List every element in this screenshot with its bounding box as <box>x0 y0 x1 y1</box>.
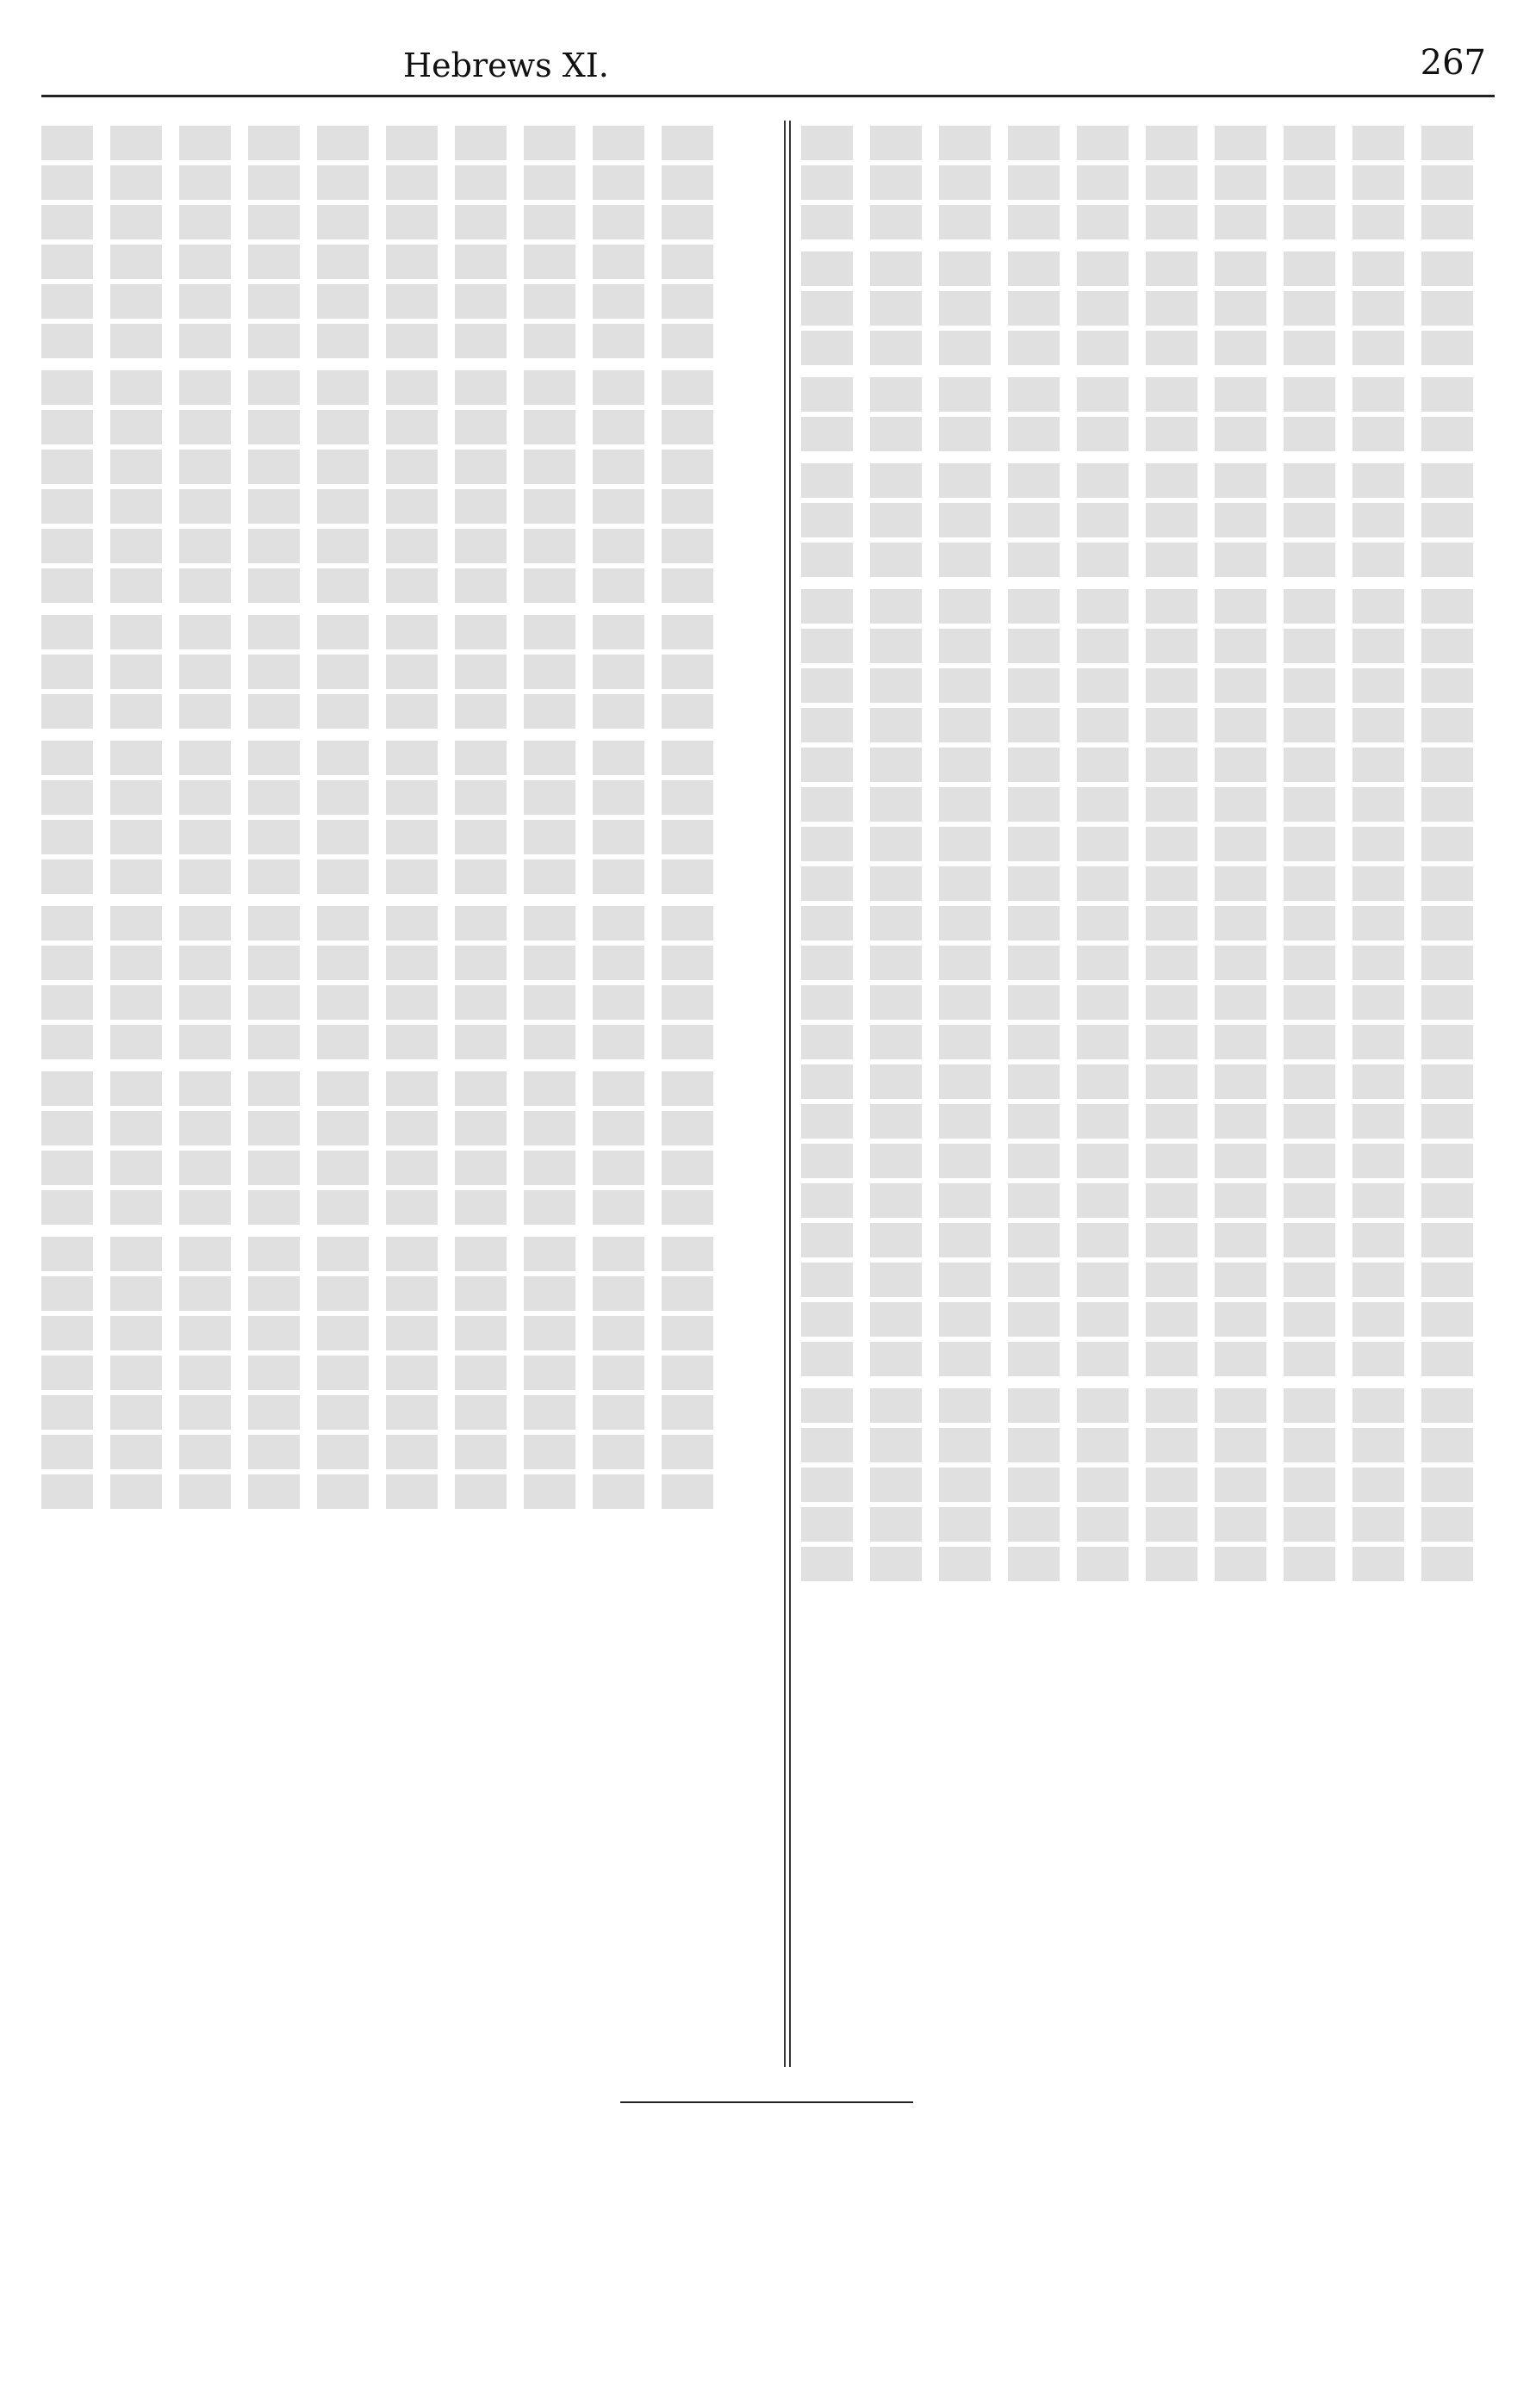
text-line-placeholder <box>801 503 1482 537</box>
text-line-placeholder <box>801 1223 1482 1257</box>
verse-block <box>801 589 1482 1376</box>
text-line-placeholder <box>801 463 1482 498</box>
text-line-placeholder <box>801 668 1482 703</box>
text-line-placeholder <box>801 291 1482 326</box>
footnote-rule <box>620 2101 913 2103</box>
text-line-placeholder <box>801 1547 1482 1581</box>
text-line-placeholder <box>801 1507 1482 1542</box>
text-line-placeholder <box>801 1183 1482 1218</box>
text-line-placeholder <box>41 741 722 775</box>
text-line-placeholder <box>801 165 1482 200</box>
verse-block <box>801 126 1482 239</box>
verse-block <box>801 251 1482 365</box>
text-line-placeholder <box>801 985 1482 1020</box>
verse-block <box>801 1388 1482 1581</box>
text-line-placeholder <box>801 251 1482 286</box>
text-line-placeholder <box>801 629 1482 663</box>
text-line-placeholder <box>801 331 1482 365</box>
text-line-placeholder <box>41 370 722 405</box>
text-line-placeholder <box>41 1435 722 1469</box>
text-line-placeholder <box>41 906 722 940</box>
text-line-placeholder <box>801 1468 1482 1502</box>
text-line-placeholder <box>801 1104 1482 1139</box>
text-line-placeholder <box>801 906 1482 940</box>
text-line-placeholder <box>801 126 1482 160</box>
text-line-placeholder <box>41 205 722 239</box>
verse-block <box>41 1237 722 1509</box>
text-line-placeholder <box>801 827 1482 861</box>
text-line-placeholder <box>41 568 722 603</box>
text-line-placeholder <box>801 1428 1482 1462</box>
text-line-placeholder <box>801 377 1482 412</box>
text-line-placeholder <box>41 529 722 563</box>
text-line-placeholder <box>801 748 1482 782</box>
text-line-placeholder <box>41 450 722 484</box>
text-line-placeholder <box>41 165 722 200</box>
text-line-placeholder <box>801 787 1482 822</box>
text-line-placeholder <box>41 1237 722 1271</box>
verse-block <box>41 741 722 894</box>
text-line-placeholder <box>41 694 722 729</box>
verse-block <box>801 463 1482 577</box>
verse-block <box>41 1071 722 1225</box>
text-line-placeholder <box>801 1144 1482 1178</box>
text-line-placeholder <box>801 1388 1482 1423</box>
text-line-placeholder <box>41 1111 722 1145</box>
text-line-placeholder <box>41 985 722 1020</box>
verse-block <box>41 906 722 1059</box>
text-line-placeholder <box>41 410 722 444</box>
text-line-placeholder <box>41 946 722 980</box>
text-line-placeholder <box>41 655 722 689</box>
text-line-placeholder <box>41 860 722 894</box>
text-line-placeholder <box>801 1302 1482 1337</box>
column-divider-2 <box>789 121 791 2067</box>
verse-block <box>41 615 722 729</box>
text-line-placeholder <box>41 1474 722 1509</box>
text-line-placeholder <box>801 1263 1482 1297</box>
header-title: Hebrews XI. <box>403 47 609 84</box>
right-column <box>801 121 1482 1593</box>
text-line-placeholder <box>41 324 722 358</box>
text-line-placeholder <box>41 780 722 815</box>
text-line-placeholder <box>801 1025 1482 1059</box>
text-line-placeholder <box>41 1190 722 1225</box>
text-line-placeholder <box>41 1025 722 1059</box>
text-line-placeholder <box>41 820 722 854</box>
text-line-placeholder <box>801 866 1482 901</box>
text-line-placeholder <box>41 1276 722 1311</box>
page-header <box>41 34 1495 97</box>
text-line-placeholder <box>41 126 722 160</box>
text-line-placeholder <box>801 1342 1482 1376</box>
text-line-placeholder <box>41 615 722 649</box>
text-line-placeholder <box>801 417 1482 451</box>
column-divider <box>784 121 786 2067</box>
left-column <box>41 121 722 1521</box>
text-line-placeholder <box>41 284 722 319</box>
text-line-placeholder <box>41 489 722 524</box>
verse-block <box>41 126 722 358</box>
text-line-placeholder <box>41 1356 722 1390</box>
text-line-placeholder <box>801 708 1482 742</box>
text-line-placeholder <box>801 205 1482 239</box>
text-line-placeholder <box>41 1395 722 1430</box>
verse-block <box>801 377 1482 451</box>
text-line-placeholder <box>801 543 1482 577</box>
page-number: 267 <box>1420 43 1486 83</box>
text-line-placeholder <box>41 1151 722 1185</box>
verse-block <box>41 370 722 603</box>
text-line-placeholder <box>41 1071 722 1106</box>
text-line-placeholder <box>801 946 1482 980</box>
text-line-placeholder <box>41 1316 722 1350</box>
text-line-placeholder <box>801 1064 1482 1099</box>
text-line-placeholder <box>41 245 722 279</box>
text-line-placeholder <box>801 589 1482 624</box>
